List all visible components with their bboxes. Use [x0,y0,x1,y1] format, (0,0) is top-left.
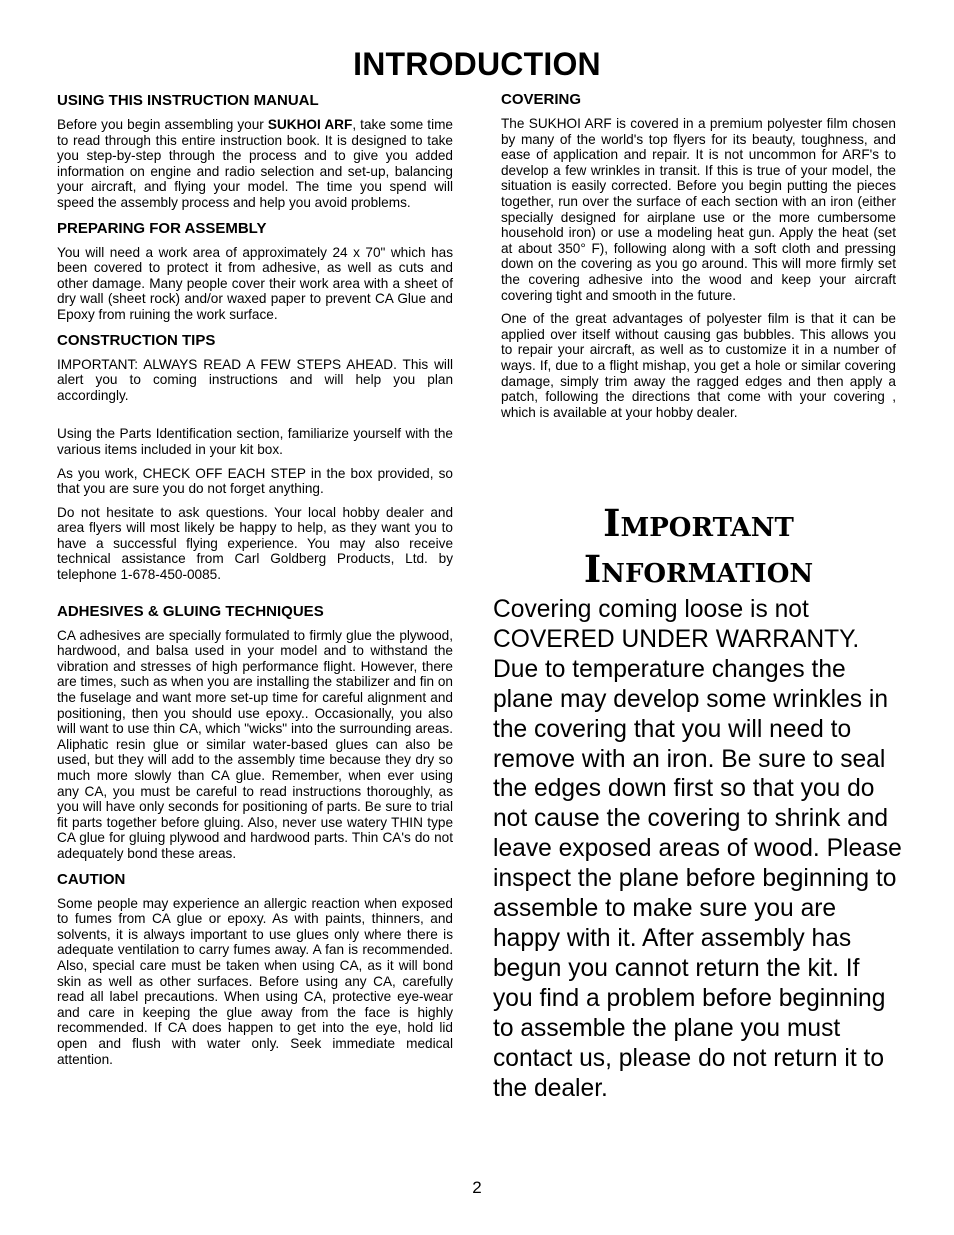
construction-paragraph-3: As you work, CHECK OFF EACH STEP in the box provided, so that you are sure you do not forget anything. [57,465,453,497]
important-information-text: Covering coming loose is not COVERED UNDER WARRANTY. Due to temperature changes the plane may develop some wrinkles in the covering that you will need to remove with an iron. Be sure to seal the edges down first so that you do not cause the covering to shrink and leave exposed areas of wood. Please inspect the plane before beginning to assemble to make sure you are happy with it. After assembly has begun you cannot return the kit. If you find a problem before beginning to assemble the plane you must contact us, please do not return it to the dealer. [493,596,902,1102]
manual-paragraph [57,117,453,211]
important-title-line-2: Information [583,547,814,591]
covering-paragraph-2: One of the great advantages of polyester film is that it can be applied over itself without causing gas bubbles. This allows you to repair your aircraft, as well as to customize it in a number of ways. If, due to a flight mishap, you get a hole or similar covering damage, simply trim away the ragged edges and then apply a patch, following the directions that come with your covering , which is available at your hobby dealer. [501,311,896,420]
section-adhesives [57,603,453,862]
construction-paragraph-1: IMPORTANT: ALWAYS READ A FEW STEPS AHEAD. This will alert you to coming instructions and will help you plan accordingly. [57,356,453,403]
manual-text-before: Before you begin assembling your [57,117,268,132]
model-name: SUKHOI ARF [267,117,353,132]
covering-paragraph-1: The SUKHOI ARF is covered in a premium polyester film chosen by many of the world's top flyers for its beauty, toughness, and ease of application and repair. It is not uncommon for ARF's to develop a few wrinkles in transit. If this is true of your model, the situation is easily corrected. Before you begin putting the pieces together, run over the surface of each section with an iron (either specially designed for airplane use or the more cumbersome household iron) or use a modeling heat gun. Apply the heat (set at about 350° F), following along with a soft cloth and pressing down on the covering as you go around. This will more firmly set the covering adhesive into the wood and keep your aircraft covering tight and smooth in the future. [501,116,896,303]
caution-paragraph: Some people may experience an allergic reaction when exposed to fumes from CA glue or epoxy. As with paints, thinners, and solvents, it is always important to use glues only where there is adequate ventilation to carry fumes away. A fan is recommended. Also, special care must be taken when using CA, as it will bond skin as well as other surfaces. Before using any CA, carefully read all label precautions. When using CA, protective eye-wear and care in keeping the glue away from the face is highly recommended. If CA does happen to get into the eye, hold lid open and flush with water only. Seek immediate medical attention. [57,895,453,1067]
section-heading-preparing: PREPARING FOR ASSEMBLY [57,219,267,237]
right-column [501,91,896,429]
construction-paragraph-4: Do not hesitate to ask questions. Your local hobby dealer and area flyers will most likely be happy to help, as they want you to have a successful flying experience. You may also receive technical assistance from Carl Goldberg Products, Ltd. by telephone 1-678-450-0085. [57,504,453,583]
section-construction-tips [57,332,453,583]
important-information-title [501,500,896,592]
section-heading-manual: USING THIS INSTRUCTION MANUAL [57,92,319,109]
page-number: 2 [472,1178,482,1197]
left-column [57,92,453,1076]
section-heading-caution: CAUTION [57,870,126,888]
section-heading-covering: COVERING [501,91,582,108]
adhesives-paragraph: CA adhesives are specially formulated to firmly glue the plywood, hardwood, and balsa used in your model and to withstand the vibration and stresses of high performance flight. However, there are times, such as when you are installing the stabilizer and fin on the fuselage and want more set-up time for careful alignment and positioning, then you should use epoxy.. Occasionally, you also will want to use thin CA, which "wicks" into the surrounding areas. Aliphatic resin glue or similar water-based glues can also be used, but they will add to the assembly time because they dry so much more slowly than CA glue. Remember, when ever using any CA, you must be careful to read instructions thoroughly, as you will have only seconds for positioning of parts. Be sure to trial fit parts together before gluing. Also, never use watery THIN type CA glue for gluing plywood and hardwood parts. Thin CA's do not adequately bond these areas. [57,627,453,861]
section-caution [57,871,453,1068]
section-heading-construction: CONSTRUCTION TIPS [57,331,216,349]
section-heading-adhesives: ADHESIVES & GLUING TECHNIQUES [57,602,324,620]
section-instruction-manual [57,92,453,211]
construction-paragraph-2: Using the Parts Identification section, familiarize yourself with the various items included in your kit box. [57,426,453,457]
section-preparing [57,220,453,323]
section-covering [501,91,896,420]
manual-text-after: , take some time to read through this entire instruction book. It is designed to take you step-by-step through the process and to give you added information on engine and radio selection and set-up, balancing your aircraft, and flying your model. The time you spend will speed the assembly process and help you avoid problems. [57,117,453,210]
page-title: INTRODUCTION [353,46,601,82]
important-title-line-1: Important [603,501,794,545]
preparing-paragraph: You will need a work area of approximately 24 x 70" which has been covered to protect it from adhesive, as well as cuts and other damage. Many people cover their work area with a sheet of dry wall (sheet rock) and/or waxed paper to prevent CA Glue and Epoxy from ruining the work surface. [57,244,453,322]
